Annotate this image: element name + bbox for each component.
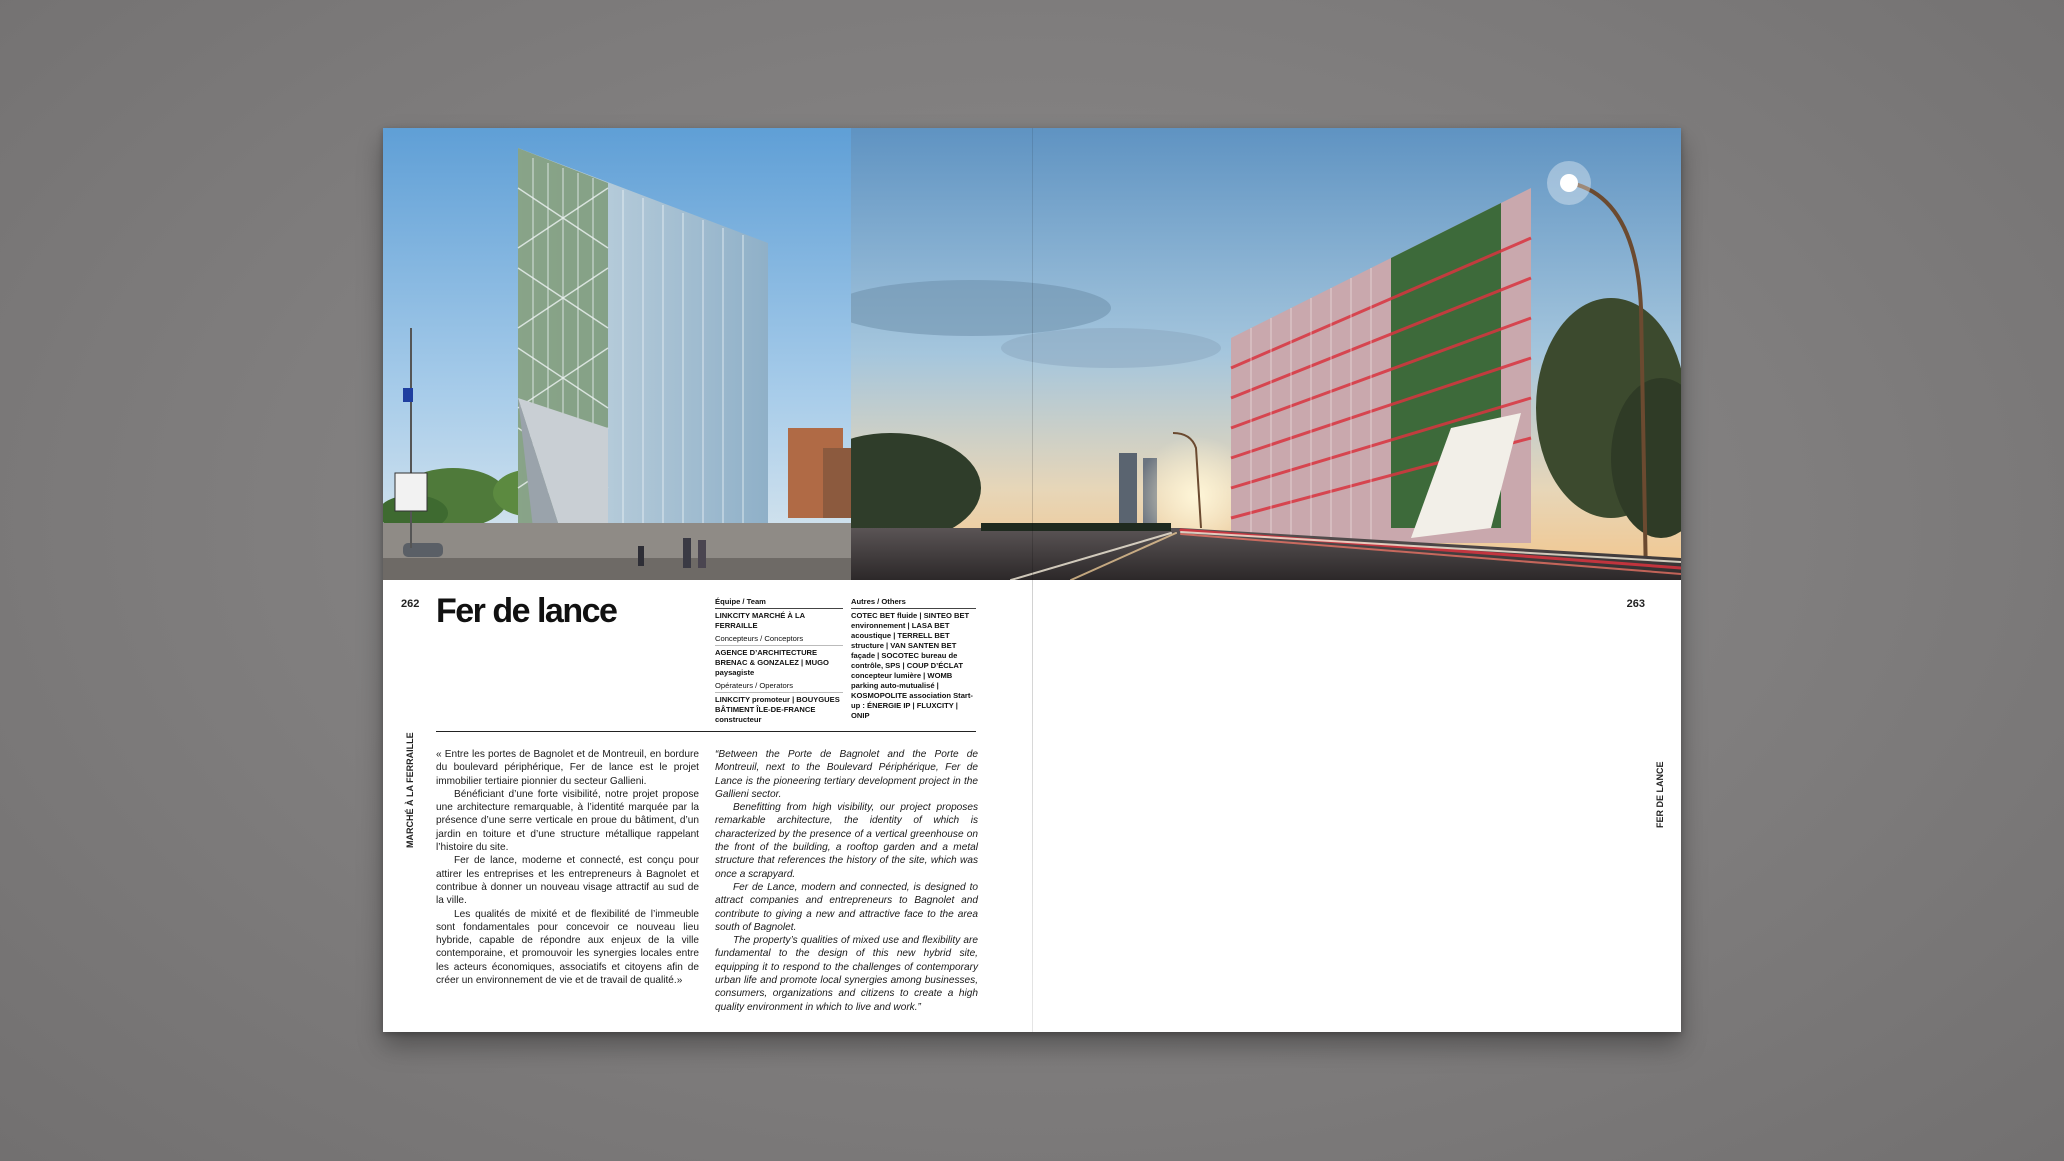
credits-others	[851, 597, 976, 721]
building-day-rendering	[383, 128, 851, 580]
paragraph: Fer de lance, moderne et connecté, est conçu pour attirer les entreprises et les entrepreneurs à Bagnolet et contribue à donner un nouveau visage attractif au sud de la ville.	[436, 855, 699, 907]
body-text-french	[436, 748, 699, 987]
paragraph: The property’s qualities of mixed use and flexibility are fundamental to the design of this new hybrid site, equipping it to respond to the challenges of contemporary urban life and promote local synergies among businesses, consumers, organizations and citizens to create a high quality environment in which to live and work.”	[715, 935, 978, 1013]
credits-operators-heading: Opérateurs / Operators	[715, 681, 843, 693]
credits-team-names: LINKCITY MARCHÉ À LA FERRAILLE	[715, 611, 805, 630]
article-title: Fer de lance	[436, 592, 617, 630]
paragraph: Les qualités de mixité et de flexibilité de l’immeuble sont fondamentales pour concevoir ce nouveau lieu hybride, capable de répondre aux enjeux de la ville contemporaine, et promouvoir les synergies locales entre les acteurs économiques, associatifs et citoyens afin de créer un environnement de vie et de travail de qualité.»	[436, 908, 699, 987]
credits-conceptors-heading: Concepteurs / Conceptors	[715, 634, 843, 646]
page-number-left: 262	[401, 598, 420, 610]
credits-operators-names: LINKCITY promoteur | BOUYGUES BÂTIMENT ÎLE-DE-FRANCE constructeur	[715, 695, 840, 724]
paragraph: Fer de Lance, modern and connected, is designed to attract companies and entrepreneurs to Bagnolet and contribute to giving a new and attractive face to the area south of Bagnolet.	[715, 881, 978, 933]
spread-gutter	[1032, 128, 1033, 1032]
page-number-right: 263	[1626, 598, 1645, 610]
paragraph: Benefitting from high visibility, our project proposes remarkable architecture, the identity of which is characterized by the presence of a vertical greenhouse on the front of the building, a rooftop garden and a metal structure that references the history of the site, which was once a scrapyard.	[715, 802, 978, 880]
paragraph: Bénéficiant d’une forte visibilité, notre projet propose une architecture remarquable, à l’identité marquée par la présence d’une serre verticale en proue du bâtiment, d’un jardin en toiture et d’une structure métallique rappelant l’histoire du site.	[436, 788, 699, 854]
credits-others-heading: Autres / Others	[851, 597, 976, 609]
building-dusk-rendering	[851, 128, 1681, 580]
body-text-english	[715, 748, 978, 1014]
credits-others-names: COTEC BET fluide | SINTEO BET environnement | LASA BET acoustique | TERRELL BET structure | VAN SANTEN BET façade | SOCOTEC bureau de contrôle, SPS | COUP D’ÉCLAT concepteur lumière | WOMB parking auto-mutualisé | KOSMOPOLITE association Start-up : ÉNERGIE IP | FLUXCITY | ONIP	[851, 611, 973, 720]
credits-team-heading: Équipe / Team	[715, 597, 843, 609]
side-label-right: FER DE LANCE	[1655, 761, 1665, 828]
credits-team	[715, 597, 843, 725]
magazine-spread	[383, 128, 1681, 1032]
paragraph: “Between the Porte de Bagnolet and the Porte de Montreuil, next to the Boulevard Périphérique, Fer de Lance is the pioneering tertiary development project in the Gallieni sector.	[715, 749, 978, 800]
side-label-left: MARCHÉ À LA FERRAILLE	[405, 732, 415, 848]
section-rule	[436, 731, 976, 732]
credits-conceptors-names: AGENCE D’ARCHITECTURE BRENAC & GONZALEZ | MUGO paysagiste	[715, 648, 829, 677]
paragraph: « Entre les portes de Bagnolet et de Montreuil, en bordure du boulevard périphérique, Fer de lance est le projet immobilier tertiaire pionnier du secteur Gallieni.	[436, 749, 699, 787]
